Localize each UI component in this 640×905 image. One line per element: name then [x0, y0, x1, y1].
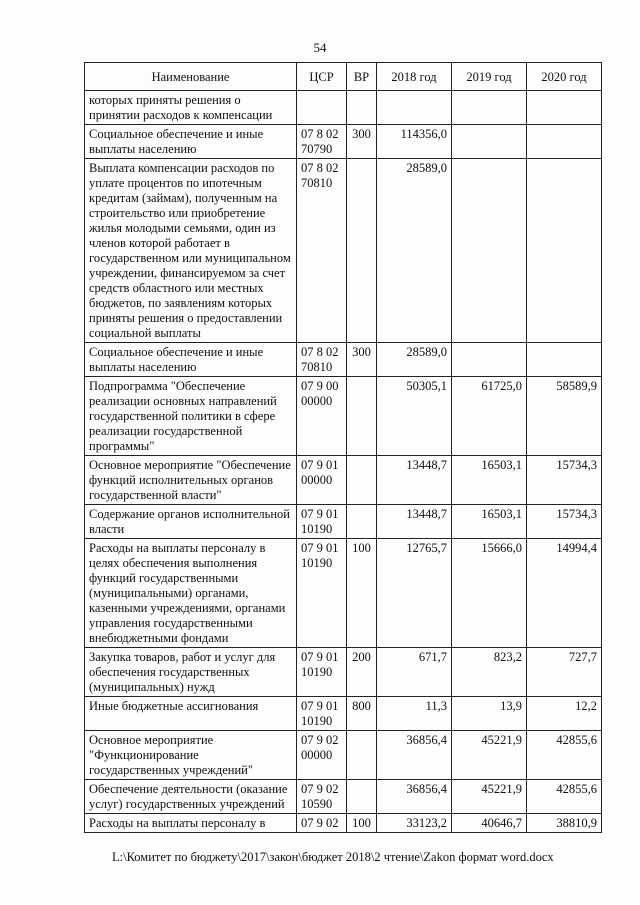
- header-vr: ВР: [347, 63, 377, 91]
- cell-vr: 800: [347, 697, 377, 731]
- cell-2020: 15734,3: [527, 505, 602, 539]
- cell-name: которых приняты решения о принятии расходов к компенсации: [85, 91, 297, 125]
- cell-2018: 28589,0: [377, 343, 452, 377]
- cell-name: Подпрограмма "Обеспечение реализации основных направлений государственной политики в сфере реализации государственной программы": [85, 377, 297, 456]
- cell-name: Содержание органов исполнительной власти: [85, 505, 297, 539]
- cell-csr: 07 9 02 10590: [297, 780, 347, 814]
- cell-2020: 38810,9: [527, 814, 602, 833]
- cell-2018: 36856,4: [377, 731, 452, 780]
- budget-table: [84, 62, 602, 833]
- cell-vr: 100: [347, 539, 377, 648]
- cell-csr: 07 9 01 10190: [297, 648, 347, 697]
- cell-2019: 45221,9: [452, 780, 527, 814]
- cell-csr: 07 9 01 00000: [297, 456, 347, 505]
- cell-2020: 42855,6: [527, 780, 602, 814]
- cell-csr: 07 8 02 70790: [297, 125, 347, 159]
- cell-2018: 114356,0: [377, 125, 452, 159]
- cell-vr: 300: [347, 343, 377, 377]
- cell-csr: 07 9 01 10190: [297, 697, 347, 731]
- cell-2018: 11,3: [377, 697, 452, 731]
- cell-vr: [347, 731, 377, 780]
- cell-name: Расходы на выплаты персоналу в: [85, 814, 297, 833]
- cell-vr: [347, 91, 377, 125]
- cell-csr: 07 8 02 70810: [297, 159, 347, 343]
- cell-name: Выплата компенсации расходов по уплате процентов по ипотечным кредитам (займам), полученным на строительство или приобретение жилья молодыми семьями, один из членов которой работает в государственном или муниципальном учреждении, финансируемом за счет средств областного или местных бюджетов, по заявлениям которых приняты решения о предоставлении социальной выплаты: [85, 159, 297, 343]
- cell-2018: 671,7: [377, 648, 452, 697]
- cell-vr: [347, 780, 377, 814]
- table-row: [85, 505, 602, 539]
- cell-2020: [527, 343, 602, 377]
- cell-name: Основное мероприятие "Функционирование государственных учреждений": [85, 731, 297, 780]
- cell-2019: 61725,0: [452, 377, 527, 456]
- cell-2020: 58589,9: [527, 377, 602, 456]
- cell-csr: 07 9 02: [297, 814, 347, 833]
- table-row: [85, 377, 602, 456]
- table-row: [85, 697, 602, 731]
- cell-2019: [452, 343, 527, 377]
- cell-2018: 13448,7: [377, 505, 452, 539]
- cell-2019: 16503,1: [452, 505, 527, 539]
- header-2019: 2019 год: [452, 63, 527, 91]
- cell-2020: [527, 159, 602, 343]
- table-row: [85, 125, 602, 159]
- cell-name: Расходы на выплаты персоналу в целях обеспечения выполнения функций государственными (муниципальными) органами, казенными учреждениями, органами управления государственными внебюджетными фондами: [85, 539, 297, 648]
- page-number: 54: [313, 40, 327, 55]
- table-row: [85, 343, 602, 377]
- cell-csr: 07 9 01 10190: [297, 539, 347, 648]
- cell-csr: 07 9 01 10190: [297, 505, 347, 539]
- cell-2020: [527, 91, 602, 125]
- cell-2018: 36856,4: [377, 780, 452, 814]
- header-name: Наименование: [85, 63, 297, 91]
- cell-vr: [347, 456, 377, 505]
- cell-name: Социальное обеспечение и иные выплаты населению: [85, 343, 297, 377]
- cell-2019: [452, 125, 527, 159]
- cell-name: Обеспечение деятельности (оказание услуг) государственных учреждений: [85, 780, 297, 814]
- cell-2018: 33123,2: [377, 814, 452, 833]
- cell-2020: 15734,3: [527, 456, 602, 505]
- cell-csr: 07 9 00 00000: [297, 377, 347, 456]
- cell-name: Социальное обеспечение и иные выплаты населению: [85, 125, 297, 159]
- cell-2019: [452, 159, 527, 343]
- cell-2020: 12,2: [527, 697, 602, 731]
- cell-2018: 13448,7: [377, 456, 452, 505]
- cell-vr: 300: [347, 125, 377, 159]
- table-row: [85, 159, 602, 343]
- cell-vr: 100: [347, 814, 377, 833]
- table-row: [85, 814, 602, 833]
- cell-name: Иные бюджетные ассигнования: [85, 697, 297, 731]
- cell-2020: 42855,6: [527, 731, 602, 780]
- cell-2019: 13,9: [452, 697, 527, 731]
- table-row: [85, 780, 602, 814]
- table-row: [85, 91, 602, 125]
- cell-name: Основное мероприятие "Обеспечение функций исполнительных органов государственной власти": [85, 456, 297, 505]
- cell-2019: 16503,1: [452, 456, 527, 505]
- cell-2019: 40646,7: [452, 814, 527, 833]
- file-path-footer: L:\Комитет по бюджету\2017\закон\бюджет 2018\2 чтение\Zakon формат word.docx: [112, 850, 554, 864]
- cell-name: Закупка товаров, работ и услуг для обеспечения государственных (муниципальных) нужд: [85, 648, 297, 697]
- cell-2020: 14994,4: [527, 539, 602, 648]
- header-csr: ЦСР: [297, 63, 347, 91]
- table-row: [85, 539, 602, 648]
- cell-vr: [347, 505, 377, 539]
- cell-2020: 727,7: [527, 648, 602, 697]
- table-row: [85, 456, 602, 505]
- cell-2019: [452, 91, 527, 125]
- cell-2019: 45221,9: [452, 731, 527, 780]
- header-2020: 2020 год: [527, 63, 602, 91]
- table-header-row: [85, 63, 602, 91]
- cell-2018: [377, 91, 452, 125]
- cell-csr: [297, 91, 347, 125]
- header-2018: 2018 год: [377, 63, 452, 91]
- cell-csr: 07 9 02 00000: [297, 731, 347, 780]
- cell-vr: [347, 159, 377, 343]
- cell-2020: [527, 125, 602, 159]
- cell-csr: 07 8 02 70810: [297, 343, 347, 377]
- cell-2018: 28589,0: [377, 159, 452, 343]
- cell-vr: 200: [347, 648, 377, 697]
- table-row: [85, 648, 602, 697]
- cell-vr: [347, 377, 377, 456]
- cell-2019: 15666,0: [452, 539, 527, 648]
- table-row: [85, 731, 602, 780]
- cell-2018: 50305,1: [377, 377, 452, 456]
- cell-2019: 823,2: [452, 648, 527, 697]
- cell-2018: 12765,7: [377, 539, 452, 648]
